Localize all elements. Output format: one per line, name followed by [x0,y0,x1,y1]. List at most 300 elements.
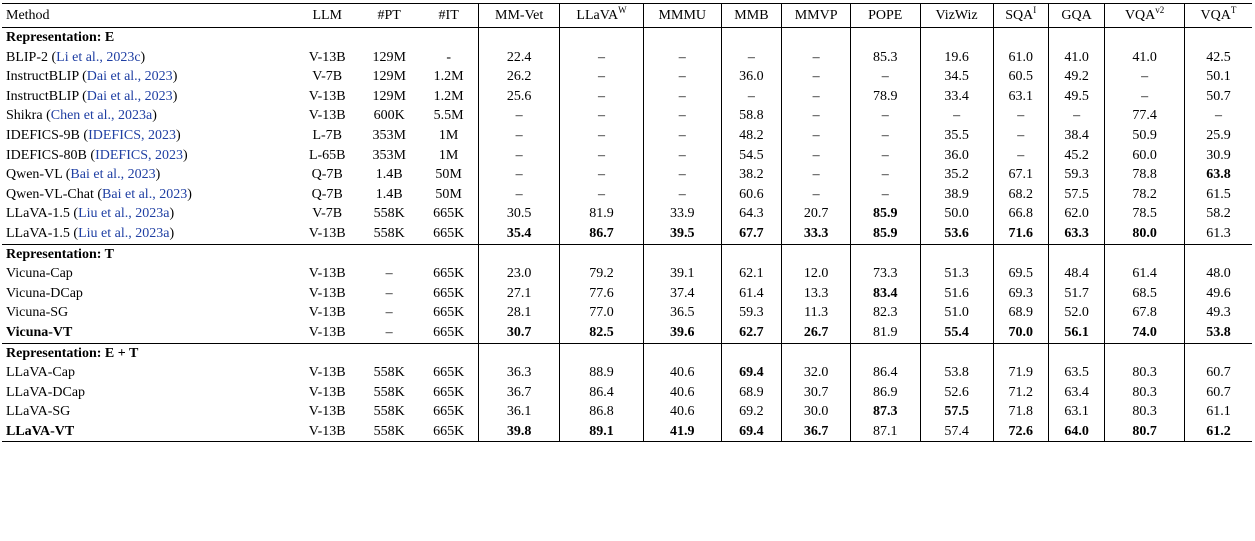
value-cell: 60.7 [1184,363,1252,383]
column-header [920,4,993,28]
value-cell: 1.2M [433,88,464,104]
value-cell: – [1105,67,1185,87]
value-cell: 558K [373,365,405,381]
value-cell: – [644,146,721,166]
value-cell: 71.8 [993,402,1048,422]
table-section [2,28,1252,245]
column-header-label: #IT [438,8,459,23]
method-name: LLaVA-Cap [6,365,75,381]
column-header-label: MMB [734,8,769,23]
value-cell: 69.2 [721,402,782,422]
method-name: InstructBLIP [6,69,79,85]
value-cell: – [721,48,782,68]
value-cell: 665K [433,324,465,340]
value-cell: 48.2 [721,126,782,146]
section-title-spacer [359,343,419,363]
value-cell: – [644,185,721,205]
column-header-label: SQA [1005,8,1034,23]
value-cell: 73.3 [850,264,920,284]
section-title-spacer [993,343,1048,363]
section-title-row [2,244,1252,264]
value-cell: 71.2 [993,383,1048,403]
column-header-superscript: W [618,5,627,15]
value-cell: 42.5 [1184,48,1252,68]
value-cell: 63.1 [993,87,1048,107]
section-title-row [2,28,1252,48]
value-cell: 55.4 [920,323,993,343]
value-cell: 63.4 [1048,383,1104,403]
section-title-spacer [920,244,993,264]
section-title-spacer [1184,244,1252,264]
value-cell: 61.1 [1184,402,1252,422]
method-name: Vicuna-VT [6,324,73,340]
method-cell [2,363,295,383]
value-cell: 39.8 [479,422,560,442]
value-cell: 74.0 [1105,323,1185,343]
value-cell: 50M [435,167,462,183]
value-cell: 23.0 [479,264,560,284]
section-title-spacer [359,244,419,264]
value-cell: – [385,324,393,340]
value-cell: V-13B [308,324,346,340]
column-header [560,4,644,28]
value-cell: 36.5 [644,303,721,323]
value-cell: 36.3 [479,363,560,383]
value-cell: 60.5 [993,67,1048,87]
value-cell: 665K [433,305,465,321]
value-cell: 60.0 [1105,146,1185,166]
method-name: Vicuna-DCap [6,285,83,301]
value-cell: – [560,48,644,68]
table-row [2,264,1252,284]
method-name: LLaVA-DCap [6,384,86,400]
section-title-spacer [1048,343,1104,363]
section-title-spacer [920,343,993,363]
table-row [2,67,1252,87]
method-name: Shikra [6,108,43,124]
value-cell: – [782,185,851,205]
value-cell: 1.2M [433,69,464,85]
value-cell: V-13B [308,266,346,282]
value-cell: 49.6 [1184,284,1252,304]
value-cell: – [385,305,393,321]
column-header [644,4,721,28]
value-cell: 78.9 [850,87,920,107]
value-cell: – [782,87,851,107]
value-cell: 41.0 [1048,48,1104,68]
section-title-spacer [782,28,851,48]
value-cell: 89.1 [560,422,644,442]
section-title-spacer [560,244,644,264]
value-cell: – [1184,106,1252,126]
value-cell: V-13B [308,384,346,400]
value-cell: 49.2 [1048,67,1104,87]
column-header-label: POPE [868,8,903,23]
value-cell: – [782,146,851,166]
value-cell: 61.5 [1184,185,1252,205]
value-cell: 26.7 [782,323,851,343]
column-header-label: VQA [1200,8,1231,23]
value-cell: 12.0 [782,264,851,284]
value-cell: 56.1 [1048,323,1104,343]
value-cell: – [560,67,644,87]
value-cell: 87.1 [850,422,920,442]
value-cell: – [1048,106,1104,126]
value-cell: – [850,126,920,146]
value-cell: 30.7 [782,383,851,403]
value-cell: 129M [372,88,406,104]
value-cell: V-13B [308,285,346,301]
value-cell: 66.8 [993,204,1048,224]
table-section [2,244,1252,343]
value-cell: 86.8 [560,402,644,422]
value-cell: V-7B [312,69,343,85]
method-cell [2,383,295,403]
value-cell: 50M [435,186,462,202]
value-cell: 51.0 [920,303,993,323]
method-name: Qwen-VL-Chat [6,186,94,202]
value-cell: 665K [433,365,465,381]
column-header [993,4,1048,28]
value-cell: 20.7 [782,204,851,224]
value-cell: Q-7B [311,167,343,183]
value-cell: 81.9 [850,323,920,343]
value-cell: 353M [372,147,406,163]
value-cell: 41.0 [1105,48,1185,68]
value-cell: 40.6 [644,383,721,403]
value-cell: 45.2 [1048,146,1104,166]
table-row [2,402,1252,422]
section-title-spacer [1048,28,1104,48]
value-cell: 30.9 [1184,146,1252,166]
value-cell: – [385,266,393,282]
value-cell: – [560,165,644,185]
column-header-label: LLaVA [576,8,619,23]
value-cell: 86.9 [850,383,920,403]
citation-link[interactable]: Dai et al., 2023 [86,69,173,85]
value-cell: – [782,48,851,68]
value-cell: V-13B [295,422,359,442]
value-cell: 36.7 [782,422,851,442]
method-cell: LLaVA-1.5 (Liu et al., 2023a) [6,206,175,222]
value-cell: 30.0 [782,402,851,422]
value-cell: – [782,106,851,126]
value-cell: 81.9 [560,204,644,224]
citation-link[interactable]: Dai et al., 2023 [86,88,173,104]
value-cell: L-7B [312,127,342,143]
results-table-container [2,3,1252,442]
section-title-spacer [644,28,721,48]
value-cell: 61.3 [1184,224,1252,244]
value-cell: 33.4 [920,87,993,107]
column-header [782,4,851,28]
value-cell: 64.0 [1048,422,1104,442]
value-cell: 36.7 [479,383,560,403]
value-cell: 1M [438,147,459,163]
section-title-row [2,343,1252,363]
value-cell: 86.7 [560,224,644,244]
value-cell: 50.9 [1105,126,1185,146]
value-cell: – [850,146,920,166]
value-cell: 35.5 [920,126,993,146]
value-cell: – [644,87,721,107]
value-cell: 85.3 [850,48,920,68]
value-cell: – [644,48,721,68]
value-cell: 77.4 [1105,106,1185,126]
column-header-label: GQA [1061,8,1092,23]
value-cell: 67.1 [993,165,1048,185]
value-cell: 665K [433,225,465,241]
value-cell: – [782,126,851,146]
value-cell: 41.9 [644,422,721,442]
value-cell: 53.8 [1184,323,1252,343]
value-cell: – [560,146,644,166]
value-cell: 68.9 [721,383,782,403]
value-cell: – [850,165,920,185]
value-cell: 58.8 [721,106,782,126]
value-cell: 665K [433,285,465,301]
column-header-label: MM-Vet [495,8,544,23]
value-cell: 82.5 [560,323,644,343]
value-cell: 49.3 [1184,303,1252,323]
value-cell: 19.6 [920,48,993,68]
column-header-superscript: v2 [1155,5,1165,15]
value-cell: 60.7 [1184,383,1252,403]
value-cell: 558K [373,225,405,241]
value-cell: 69.4 [721,422,782,442]
value-cell: – [560,87,644,107]
method-name: IDEFICS-80B [6,147,87,163]
value-cell: 85.9 [850,204,920,224]
value-cell: 25.6 [479,87,560,107]
value-cell: 63.5 [1048,363,1104,383]
value-cell: 665K [419,422,479,442]
value-cell: 13.3 [782,284,851,304]
value-cell: 558K [359,422,419,442]
value-cell: – [644,106,721,126]
column-header-superscript: I [1033,5,1037,15]
value-cell: 61.2 [1184,422,1252,442]
section-title-spacer [1105,343,1185,363]
method-cell: InstructBLIP (Dai et al., 2023) [6,88,178,104]
value-cell: 40.6 [644,363,721,383]
value-cell: 62.7 [721,323,782,343]
section-title: Representation: E [6,30,115,45]
value-cell: 39.1 [644,264,721,284]
value-cell: – [850,67,920,87]
method-cell: BLIP-2 (Li et al., 2023c) [6,49,146,65]
column-header [850,4,920,28]
value-cell: – [479,106,560,126]
value-cell: 665K [433,266,465,282]
column-header [2,4,295,28]
value-cell: 87.3 [850,402,920,422]
table-header [2,4,1252,28]
section-title-spacer [1105,28,1185,48]
value-cell: 600K [373,108,405,124]
value-cell: 22.4 [479,48,560,68]
value-cell: 54.5 [721,146,782,166]
section-title-spacer [479,343,560,363]
citation-link[interactable]: Bai et al., 2023 [70,167,156,183]
table-section [2,343,1252,442]
value-cell: 36.0 [721,67,782,87]
value-cell: – [644,165,721,185]
column-header [1184,4,1252,28]
value-cell: 27.1 [479,284,560,304]
value-cell: 51.6 [920,284,993,304]
method-cell: IDEFICS-80B (IDEFICS, 2023) [6,147,188,163]
value-cell: – [993,106,1048,126]
value-cell: 60.6 [721,185,782,205]
column-header-superscript: T [1230,5,1237,15]
value-cell: 61.4 [1105,264,1185,284]
table-row [2,48,1252,68]
method-name: InstructBLIP [6,88,79,104]
method-name: Qwen-VL [6,167,63,183]
value-cell: – [1105,87,1185,107]
section-title-spacer [721,244,782,264]
value-cell: 80.3 [1105,402,1185,422]
value-cell: – [993,126,1048,146]
value-cell: 67.8 [1105,303,1185,323]
table-row [2,185,1252,205]
value-cell: – [993,146,1048,166]
value-cell: 80.7 [1105,422,1185,442]
section-title-spacer [560,343,644,363]
value-cell: 86.4 [850,363,920,383]
value-cell: 71.9 [993,363,1048,383]
value-cell: 558K [373,404,405,420]
method-name: Vicuna-SG [6,305,69,321]
method-cell: Shikra (Chen et al., 2023a) [6,108,157,124]
value-cell: Q-7B [311,186,343,202]
value-cell: 39.5 [644,224,721,244]
section-title-spacer [850,343,920,363]
value-cell: V-13B [308,88,346,104]
value-cell: 558K [373,206,405,222]
section-title-spacer [644,343,721,363]
value-cell: – [721,87,782,107]
method-name: LLaVA-SG [6,404,71,420]
method-cell [2,402,295,422]
citation-link[interactable]: Liu et al., 2023a [78,206,170,222]
value-cell: 88.9 [560,363,644,383]
value-cell: 68.9 [993,303,1048,323]
table-row [2,126,1252,146]
value-cell: 38.9 [920,185,993,205]
table-row [2,106,1252,126]
section-title-spacer [850,244,920,264]
value-cell: 53.8 [920,363,993,383]
value-cell: 61.0 [993,48,1048,68]
value-cell: 80.0 [1105,224,1185,244]
value-cell: 30.7 [479,323,560,343]
column-header-label: Method [6,8,50,23]
value-cell: - [446,49,451,65]
value-cell: 38.4 [1048,126,1104,146]
value-cell: V-13B [308,305,346,321]
value-cell: 63.8 [1184,165,1252,185]
citation-link[interactable]: IDEFICS, 2023 [95,147,183,163]
section-title-spacer [479,28,560,48]
section-title-spacer [850,28,920,48]
value-cell: – [560,126,644,146]
method-name: BLIP-2 [6,49,48,65]
section-title: Representation: E + T [2,343,295,363]
value-cell: 57.5 [920,402,993,422]
value-cell: 70.0 [993,323,1048,343]
value-cell: 64.3 [721,204,782,224]
value-cell: – [560,106,644,126]
value-cell: V-13B [308,49,346,65]
column-header [359,4,419,28]
value-cell: 62.0 [1048,204,1104,224]
column-header-label: MMMU [658,8,707,23]
value-cell: 129M [372,49,406,65]
value-cell: 82.3 [850,303,920,323]
value-cell: 40.6 [644,402,721,422]
results-table [2,3,1252,442]
column-header [295,4,359,28]
value-cell: 49.5 [1048,87,1104,107]
citation-link[interactable]: Li et al., 2023c [56,49,141,65]
value-cell: 665K [433,206,465,222]
value-cell: 50.1 [1184,67,1252,87]
citation-link[interactable]: Liu et al., 2023a [78,225,170,241]
value-cell: 77.0 [560,303,644,323]
value-cell: V-7B [312,206,343,222]
value-cell: – [560,185,644,205]
value-cell: 68.5 [1105,284,1185,304]
value-cell: 1M [438,127,459,143]
citation-link[interactable]: Bai et al., 2023 [102,186,188,202]
section-title-spacer [1184,343,1252,363]
value-cell: – [920,106,993,126]
section-title-spacer [644,244,721,264]
table-row [2,284,1252,304]
value-cell: 39.6 [644,323,721,343]
value-cell: 57.4 [920,422,993,442]
section-title-spacer [782,343,851,363]
value-cell: – [644,126,721,146]
value-cell: 62.1 [721,264,782,284]
column-header [479,4,560,28]
value-cell: – [782,165,851,185]
section-title-spacer [295,244,359,264]
citation-link[interactable]: IDEFICS, 2023 [88,127,176,143]
table-row [2,303,1252,323]
value-cell: 57.5 [1048,185,1104,205]
value-cell: 83.4 [850,284,920,304]
value-cell: 67.7 [721,224,782,244]
value-cell: 34.5 [920,67,993,87]
citation-link[interactable]: Chen et al., 2023a [50,108,153,124]
value-cell: 72.6 [993,422,1048,442]
value-cell: 1.4B [375,186,403,202]
method-cell [2,323,295,343]
method-name: IDEFICS-9B [6,127,80,143]
value-cell: 80.3 [1105,363,1185,383]
value-cell: 35.4 [479,224,560,244]
value-cell: V-13B [308,404,346,420]
value-cell: 63.3 [1048,224,1104,244]
method-cell: InstructBLIP (Dai et al., 2023) [6,69,178,85]
value-cell: 52.6 [920,383,993,403]
method-cell: Qwen-VL (Bai et al., 2023) [6,167,161,183]
table-row [2,224,1252,244]
value-cell: 69.3 [993,284,1048,304]
